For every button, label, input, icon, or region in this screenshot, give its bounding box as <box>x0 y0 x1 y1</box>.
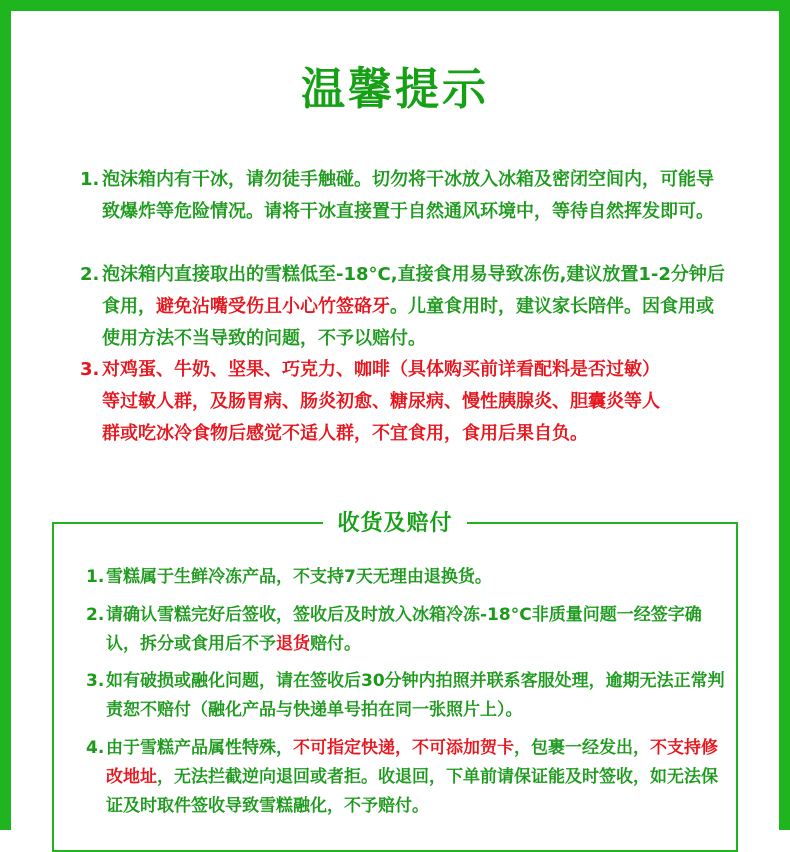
item-number: 3. <box>86 671 105 691</box>
item-text-part: 请确认雪糕完好后签收，签收后及时放入冰箱冷冻-18°C非质量问题一经签字确认，拆分或食用后不予 <box>106 605 702 654</box>
delivery-item-3 <box>86 667 726 725</box>
notice-number: 3. <box>80 359 100 380</box>
item-text-part: 由于雪糕产品属性特殊， <box>106 738 293 758</box>
section-title: 收货及赔付 <box>323 508 466 540</box>
delivery-item-1 <box>86 563 726 592</box>
notice-item-2 <box>80 259 730 355</box>
item-number: 1. <box>86 567 105 587</box>
notice-text: 泡沫箱内有干冰，请勿徒手触碰。切勿将干冰放入冰箱及密闭空间内，可能导致爆炸等危险情况。请将干冰直接置于自然通风环境中，等待自然挥发即可。 <box>102 169 714 222</box>
item-text: 雪糕属于生鲜冷冻产品，不支持7天无理由退换货。 <box>106 567 492 587</box>
item-text-part: ，包裹一经发出， <box>514 738 650 758</box>
notice-text-part: 泡沫箱内直接取出的雪糕低至-18°C,直接食用易导致冻伤,建议放置1-2分钟后食用， <box>102 264 725 317</box>
item-text <box>106 734 726 821</box>
notice-item-3 <box>80 354 660 450</box>
notice-text <box>102 259 730 355</box>
notice-item-1 <box>80 164 730 228</box>
item-text <box>106 601 726 659</box>
item-number: 4. <box>86 738 105 758</box>
delivery-item-2 <box>86 601 726 659</box>
page-title: 温馨提示 <box>301 64 489 115</box>
item-text: 如有破损或融化问题，请在签收后30分钟内拍照并联系客服处理，逾期无法正常判责恕不赔付（融化产品与快递单号拍在同一张照片上）。 <box>106 671 725 720</box>
notice-warning-text: 避免沾嘴受伤且小心竹签硌牙 <box>156 296 390 317</box>
section-title-wrap <box>0 508 790 540</box>
item-text-part: 赔付。 <box>310 634 361 654</box>
notice-text-part: 。儿童食用时，建议家长陪伴。因食用或使用方法不当导致的问题，不予以赔付。 <box>102 296 714 349</box>
notice-number: 1. <box>80 169 100 190</box>
item-warning-text: 不支持修改地址 <box>106 738 718 787</box>
item-text-part: ，无法拦截逆向退回或者拒。收退回，下单前请保证能及时签收，如无法保证及时取件签收导致雪糕融化，不予赔付。 <box>106 767 718 816</box>
delivery-item-4 <box>86 734 726 821</box>
item-number: 2. <box>86 605 105 625</box>
notice-text: 对鸡蛋、牛奶、坚果、巧克力、咖啡（具体购买前详看配料是否过敏）等过敏人群，及肠胃病、肠炎初愈、糖尿病、慢性胰腺炎、胆囊炎等人群或吃冰冷食物后感觉不适人群，不宜食用，食用后果自负。 <box>102 359 660 444</box>
item-warning-text: 不可指定快递，不可添加贺卡 <box>293 738 514 758</box>
item-warning-text: 退货 <box>276 634 310 654</box>
notice-number: 2. <box>80 264 100 285</box>
